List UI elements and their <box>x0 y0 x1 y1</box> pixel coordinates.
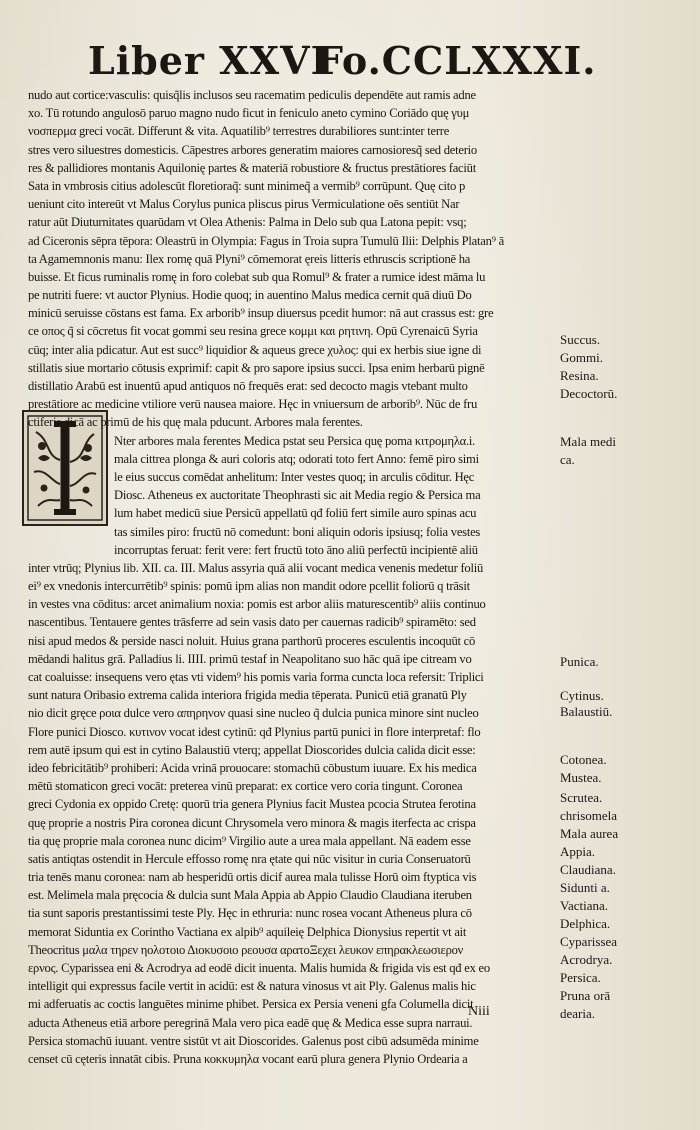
text-line: in vestes vna cōditus: arcet animalium noxia: pomis est arbor aliis maturescentib⁹ aliis continuo <box>28 597 486 612</box>
text-line: distillatio Arabū est inuentū apud antiquos nō frequēs erat: sed decocto magis vtebant multo <box>28 379 468 393</box>
running-header <box>0 38 700 88</box>
margin-note: Balaustiū. <box>560 704 613 719</box>
margin-note: Mustea. <box>560 770 602 785</box>
text-line: nascentibus. Tentauere gentes trāsferre ad sein vasis dato per cauernas radicib⁹ spiramēto: sed <box>28 615 476 630</box>
text-line: intelligit qui expressus facile vertit in acidū: est & natura vinosus vt ait Ply. Galenus malis hic <box>28 979 476 994</box>
text-line: stillatis siue mortario cōtusis exprimif: capit & pro sapore ipsius succi. Ipsa enim herbarū pignē <box>28 360 485 375</box>
text-line: cat coaluisse: insequens vero ętas vti videm⁹ his pomis varia forma cuncta loca refersit: Triplici <box>28 670 484 684</box>
text-line: Nter arbores mala ferentes Medica pstat seu Persica quę poma κιτρομηλα.i. <box>114 433 476 448</box>
text-line: ei⁹ ex vnedonis intercurrētib⁹ spinis: pomū ipm alias non mandit odore pcellit foliorū q trāsit <box>28 579 470 594</box>
margin-note: Pruna orā <box>560 988 611 1003</box>
text-line: est. Melimela mala pręcocia & dulcia sunt Mala Appia ab Appio Claudio Claudiana iteruben <box>28 888 472 903</box>
text-line: Flore punici Diosco. κυτινον vocat idest cytinū: qđ Plynius partū punici in flore interpretaf: flo <box>28 724 481 739</box>
text-line: ueniunt cito intereūt vt Malus Corylus punica pliscus pirus Vermiculatione oēs sentiūt Nar <box>28 197 460 212</box>
text-line: lum habet medicū siue Persicū appellatū qđ foliū fert simile auro spinas acu <box>114 506 477 521</box>
text-line: mala cittrea plonga & auri coloris atq; odorati toto fert Anno: femē piro simi <box>114 451 479 466</box>
margin-note: ca. <box>560 452 575 467</box>
margin-note: Gommi. <box>560 350 603 365</box>
margin-note: dearia. <box>560 1006 596 1021</box>
text-line: satis antiqtas ostendit in Hercule effosso romę nra ętate qui nūc visitur in curia Conseruatorū <box>28 851 471 866</box>
margin-note: Mala aurea <box>560 826 619 841</box>
text-line: inter vtrūq; Plynius lib. XII. ca. III. Malus assyria quā alii vocant medica venenis medetur foliū <box>28 560 483 575</box>
text-line: sunt natura Oribasio extrema calida interiora frigida media tēperata. Punicū etiā granatū Ply <box>28 688 467 703</box>
text-line: tas similes piro: fructū nō comedunt: boni aliquin odoris ipsiusq; folia vestes <box>114 524 481 539</box>
margin-note: Acrodrya. <box>560 952 613 967</box>
text-line: minicū seruisse cōstans est fama. Ex arborib⁹ insup diuersus pcedit humor: nā aut crassus est: gre <box>28 306 494 321</box>
margin-note: Cyparissea <box>560 934 618 949</box>
text-line: incorruptas feruat: ferit vere: fert fructū toto āno aliū perfectū incipientē aliū <box>114 542 478 557</box>
text-line: mētū stomaticon greci vocāt: preterea vinū preparat: ex cortice vero coria tingunt. Coronea <box>28 779 463 794</box>
text-line: tia sunt saporis prestantissimi teste Ply. Hęc in ethruria: nunc rosea vocant Atheneus plura cō <box>28 906 472 921</box>
margin-note: Sidunti a. <box>560 880 610 895</box>
margin-note: Scrutea. <box>560 790 603 805</box>
text-line: nisi apud medos & perside nasci noluit. Huius grana parthorū proceres esculentis incoquūt cō <box>28 633 476 648</box>
signature-mark: Niii <box>468 1004 490 1019</box>
text-line: tia quę proprie mala coronea nunc dicim⁹ Virgilio aute a urea mala appellant. Nā eadem esse <box>28 833 471 848</box>
text-line: le eius succus comēdat anhelitum: Inter vestes quoq; in arculis cōditur. Hęc <box>114 469 475 484</box>
text-line: ctiferis dicā ac primū de his quę mala pducunt. Arbores mala ferentes. <box>28 415 363 430</box>
margin-note: Appia. <box>560 844 596 859</box>
text-line: buisse. Et ficus ruminalis romę in foro colebat sub qua Romul⁹ & frater a rumice idest māma lu <box>28 269 486 284</box>
margin-note: Cytinus. <box>560 688 604 703</box>
text-line: greci Cydonia ex oppido Cretę: quorū tria genera Plynius facit Mustea pcocia Strutea ferotina <box>28 797 476 812</box>
margin-note: Vactiana. <box>560 898 609 913</box>
text-line: stres vero siluestres domesticis. Cāpestres arbores generatim maiores carnosioresq̃ sed deterio <box>28 142 477 157</box>
margin-note: Claudiana. <box>560 862 616 877</box>
margin-note: Succus. <box>560 332 601 347</box>
text-line: Sata in vmbrosis citius adolescūt floretioraq̃: sunt minimeq̃ a vermib⁹ corrūpunt. Quę cito p <box>28 178 466 193</box>
margin-note: Decoctorū. <box>560 386 618 401</box>
book-title: Liber XXVI <box>88 38 330 83</box>
text-line: xo. Tū rotundo angulosō paruo magno nudo ficut in feniculo aneto cymino Coriādo quę γυμ <box>28 106 470 121</box>
text-line: censet cū cęteris innatāt cibis. Pruna κοκκυμηλα vocant earū plura genera Plynio Ordearia a <box>28 1051 468 1066</box>
text-line: Persica stomachū iuuant. ventre sistūt vt ait Dioscorides. Galenus post cibū adsumēda minime <box>28 1033 479 1048</box>
margin-note: Resina. <box>560 368 599 383</box>
text-line: res & pallidiores montanis Aquilonię partes & materiā robustiore & fructus prestātiores faciūt <box>28 160 476 175</box>
text-line: ad Ciceronis sēpra tēpora: Oleastrū in Olympia: Fagus in Troia supra Tumulū Ilii: Delphis Platan⁹ ā <box>28 233 504 248</box>
text-line: νοσπερμα greci vocāt. Differunt & vita. Aquatilib⁹ terrestres durabiliores sunt:inter terre <box>28 124 450 139</box>
text-line: nio dicit gręce ροια dulce vero απηρηνον quasi sine nucleo q̃ dulcia punica minore sint nucleo <box>28 706 479 721</box>
margin-note: Persica. <box>560 970 601 985</box>
text-line: cūq; inter alia pdicatur. Aut est succ⁹ liquidior & aqueus grece χυλος: qui ex herbis siue igne di <box>28 342 482 357</box>
text-line: ratur aūt Diuturnitates quarūdam vt Olea Athenis: Palma in Delo sub qua Latona pepit: vsq; <box>28 215 467 230</box>
text-line: quę proprie a nostris Pira coronea dicunt Chrysomela vero minora & magis iterfecta ac crispa <box>28 815 476 830</box>
text-line: ideo febricitātib⁹ prohiberi: Acida vrinā prouocare: stomachū cōbustum iuuare. Ex his medica <box>28 760 477 775</box>
text-line <box>28 1068 568 1086</box>
margin-note: Mala medi <box>560 434 616 449</box>
text-line: rem autē ipsum qui est in cytino Balaustiū vterq; appellat Dioscorides dulcia calida dicit esse: <box>28 742 476 757</box>
text-line: memorat Siduntia ex Corintho Vactiana ex alpib⁹ aquileię Delphica Dionysius repertit vt ait <box>28 924 467 939</box>
main-text-column <box>28 86 568 1086</box>
text-line: Theocritus μαλα τηρεν ηολοτοιο Διοκυσοιο ρεουσα αρατοΞεχει λευκον επηρακλεωσιερον <box>28 942 464 957</box>
margin-note: Delphica. <box>560 916 611 931</box>
text-line: mēdandi halitus grā. Palladius li. IIII. primū testaf in Neapolitano suo hāc quā ipe citream vo <box>28 651 472 666</box>
text-line: ερνος. Cyparissea eni & Acrodrya ad eodē dicit inuenta. Malis humida & frigida vis est qđ ex eo <box>28 961 490 975</box>
folio-number: Fo.CCLXXXI. <box>316 38 597 83</box>
margin-note: Punica. <box>560 654 599 669</box>
text-line: mi adferuatis ac coctis languētes minime phibet. Persica ex Persia veneni gfa Columella dicit <box>28 997 474 1012</box>
text-line: aducta Atheneus etiā arbore peregrinā Mala vero pica eadē quę & Medica esse supra narraui. <box>28 1015 473 1030</box>
text-line: ce οπος q̃ si cōcretus fit vocat gommi seu resina grece κομμι και ρητινη. Opū Cyrenaicū Syria <box>28 324 478 339</box>
text-line: ta Agamemnonis manu: Ilex romę quā Plyni⁹ cōmemorat ęreis litteris ethruscis scriptionē ha <box>28 251 471 266</box>
text-line: pe nutriti fuere: vt auctor Plynius. Hodie quoq; in auentino Malus medica cernit quā diuū Do <box>28 288 472 303</box>
margin-note: Cotonea. <box>560 752 607 767</box>
text-line: prestātiore ac medicine vtiliore verū nausea maiore. Hęc in vniuersum de arborib⁹. Nūc de fru <box>28 397 478 412</box>
text-line: nudo aut cortice:vasculis: quisq̃lis inclusos seu racematim pediculis dependēte aut ramis adne <box>28 88 476 102</box>
margin-note: chrisomela <box>560 808 618 823</box>
text-line: tria tenēs manu coronea: nam ab hesperidū ortis dicif aurea mala tulisse Horū oim ftyptica vis <box>28 870 477 885</box>
text-line: Diosc. Atheneus ex auctoritate Theophrasti sic ait Media regio & Persica ma <box>114 488 481 503</box>
